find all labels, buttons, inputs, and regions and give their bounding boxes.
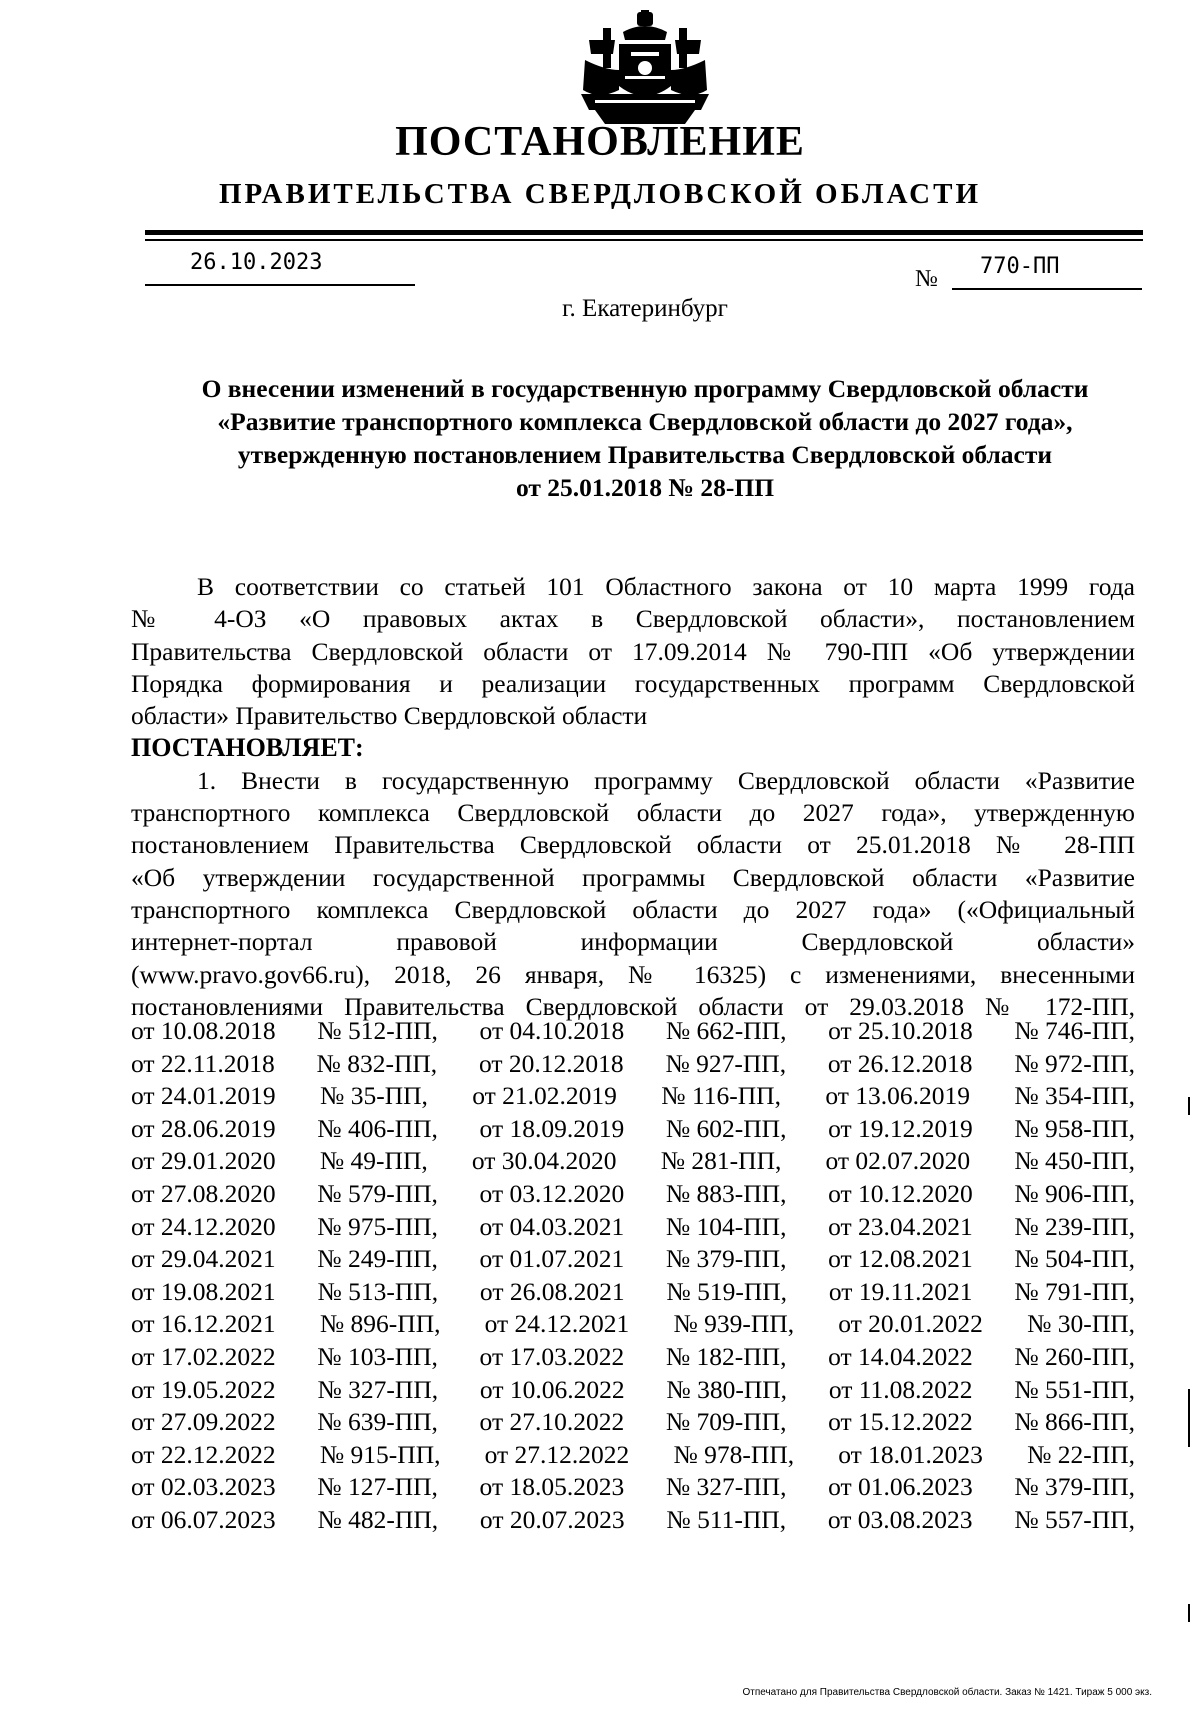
amendment-date: от 03.08.2023 — [827, 1504, 973, 1534]
amendment-date: от 28.06.2019 — [131, 1113, 276, 1143]
header-rule-thick — [145, 230, 1143, 235]
amendment-date: от 10.08.2018 — [131, 1016, 276, 1045]
amendment-number: № 602-ПП, — [665, 1113, 787, 1143]
amendment-row — [131, 1439, 1135, 1472]
body-line: Порядка формирования и реализации государственных программ Свердловской — [131, 668, 1135, 698]
amendment-row — [131, 1374, 1135, 1407]
amendment-number: № 182-ПП, — [665, 1341, 787, 1371]
amendment-row — [131, 1015, 1135, 1048]
heading-line: О внесении изменений в государственную программу Свердловской области — [201, 374, 1089, 403]
amendment-date: от 01.07.2021 — [479, 1244, 625, 1274]
amendment-number: № 104-ПП, — [665, 1211, 787, 1241]
amendment-date: от 18.09.2019 — [479, 1113, 625, 1143]
amendment-number: № 906-ПП, — [1014, 1178, 1135, 1208]
amendment-row — [131, 1243, 1135, 1276]
coat-of-arms-emblem — [575, 10, 715, 128]
body-line: (www.pravo.gov66.ru), 2018, 26 января, № 16325) с изменениями, внесенными — [131, 959, 1135, 989]
heading-line: утвержденную постановлением Правительства Свердловской области — [237, 440, 1053, 469]
amendment-number: № 832-ПП, — [316, 1048, 438, 1078]
amendment-number: № 482-ПП, — [317, 1504, 439, 1534]
body-line: транспортного комплекса Свердловской области до 2027 года», утвержденную — [131, 798, 1135, 828]
document-number: 770-ПП — [980, 254, 1060, 279]
amendment-row — [131, 1080, 1135, 1113]
amendment-number: № 513-ПП, — [317, 1276, 439, 1306]
amendment-row — [131, 1048, 1135, 1081]
amendment-date: от 19.08.2021 — [131, 1276, 276, 1306]
document-city: г. Екатеринбург — [562, 295, 728, 322]
amendment-date: от 29.04.2021 — [131, 1244, 276, 1274]
amendment-date: от 18.05.2023 — [479, 1472, 625, 1502]
amendment-row — [131, 1178, 1135, 1211]
amendment-number: № 662-ПП, — [665, 1016, 787, 1045]
body-line: постановлениями Правительства Свердловской области от 29.03.2018 № 172-ПП, — [131, 991, 1135, 1021]
amendment-number: № 551-ПП, — [1014, 1374, 1135, 1404]
amendment-date: от 14.04.2022 — [828, 1341, 973, 1371]
body-line: Правительства Свердловской области от 17.09.2014 № 790-ПП «Об утверждении — [131, 636, 1135, 666]
amendment-date: от 13.06.2019 — [825, 1081, 970, 1111]
scan-mark — [1188, 1389, 1190, 1447]
heading-line: от 25.01.2018 № 28-ПП — [515, 473, 775, 502]
amendment-number: № 746-ПП, — [1014, 1016, 1135, 1045]
amendment-date: от 17.03.2022 — [479, 1341, 625, 1371]
amendment-number: № 511-ПП, — [666, 1504, 787, 1534]
amendment-date: от 11.08.2022 — [828, 1374, 973, 1404]
amendment-date: от 15.12.2022 — [828, 1407, 973, 1437]
amendment-row — [131, 1406, 1135, 1439]
resolves-label: ПОСТАНОВЛЯЕТ: — [131, 733, 364, 763]
amendment-row — [131, 1276, 1135, 1309]
number-label: № — [915, 266, 938, 292]
document-heading — [120, 372, 1170, 504]
amendments-list — [131, 1015, 1135, 1537]
amendment-date: от 27.10.2022 — [479, 1407, 625, 1437]
amendment-date: от 10.06.2022 — [479, 1374, 625, 1404]
amendment-number: № 927-ПП, — [665, 1048, 787, 1078]
amendment-row — [131, 1211, 1135, 1244]
amendment-date: от 24.01.2019 — [131, 1081, 276, 1111]
amendment-date: от 23.04.2021 — [828, 1211, 973, 1241]
amendment-number: № 380-ПП, — [666, 1374, 788, 1404]
amendment-number: № 22-ПП, — [1027, 1439, 1135, 1469]
amendment-date: от 01.06.2023 — [828, 1472, 973, 1502]
amendment-date: от 10.12.2020 — [828, 1178, 973, 1208]
amendment-number: № 103-ПП, — [317, 1341, 438, 1371]
scan-mark — [1188, 1097, 1190, 1115]
amendment-number: № 709-ПП, — [665, 1407, 787, 1437]
amendment-number: № 379-ПП, — [1014, 1472, 1135, 1502]
document-title: ПОСТАНОВЛЕНИЕ — [395, 119, 805, 165]
amendment-date: от 19.11.2021 — [828, 1276, 973, 1306]
number-underline — [952, 288, 1142, 290]
amendment-date: от 27.09.2022 — [131, 1407, 276, 1437]
amendment-row — [131, 1308, 1135, 1341]
amendment-date: от 06.07.2023 — [131, 1504, 276, 1534]
print-footer: Отпечатано для Правительства Свердловской области. Заказ № 1421. Тираж 5 000 экз. — [742, 1687, 1152, 1698]
amendment-date: от 20.12.2018 — [478, 1048, 624, 1078]
amendment-number: № 791-ПП, — [1014, 1276, 1135, 1306]
amendment-row — [131, 1341, 1135, 1374]
amendment-date: от 26.12.2018 — [827, 1048, 973, 1078]
amendment-number: № 975-ПП, — [317, 1211, 438, 1241]
amendment-date: от 02.07.2020 — [825, 1146, 971, 1176]
amendment-number: № 883-ПП, — [665, 1178, 787, 1208]
amendment-number: № 35-ПП, — [320, 1081, 428, 1111]
amendment-date: от 22.11.2018 — [131, 1048, 275, 1078]
amendment-row — [131, 1471, 1135, 1504]
amendment-number: № 327-ПП, — [665, 1472, 787, 1502]
amendment-date: от 18.01.2023 — [838, 1439, 983, 1469]
amendment-number: № 958-ПП, — [1014, 1113, 1135, 1143]
amendment-number: № 939-ПП, — [673, 1309, 795, 1339]
amendment-date: от 24.12.2020 — [131, 1211, 276, 1241]
amendment-number: № 512-ПП, — [317, 1016, 438, 1045]
amendment-date: от 02.03.2023 — [131, 1472, 276, 1502]
amendment-date: от 27.12.2022 — [484, 1439, 630, 1469]
body-line: интернет-портал правовой информации Свердловской области» — [131, 927, 1135, 957]
amendment-row — [131, 1504, 1135, 1537]
amendment-date: от 24.12.2021 — [484, 1309, 630, 1339]
amendment-number: № 504-ПП, — [1014, 1244, 1135, 1274]
amendment-number: № 915-ПП, — [319, 1439, 441, 1469]
amendment-number: № 116-ПП, — [661, 1081, 781, 1111]
amendment-number: № 327-ПП, — [317, 1374, 439, 1404]
amendment-date: от 03.12.2020 — [479, 1178, 625, 1208]
document-body — [131, 571, 1135, 1023]
amendment-number: № 354-ПП, — [1014, 1081, 1135, 1111]
amendment-date: от 04.03.2021 — [479, 1211, 625, 1241]
amendment-date: от 22.12.2022 — [131, 1439, 276, 1469]
amendment-number: № 127-ПП, — [317, 1472, 438, 1502]
amendment-date: от 12.08.2021 — [828, 1244, 973, 1274]
amendment-row — [131, 1113, 1135, 1146]
amendment-number: № 49-ПП, — [319, 1146, 428, 1176]
amendment-date: от 26.08.2021 — [479, 1276, 625, 1306]
body-line: постановлением Правительства Свердловской области от 25.01.2018 № 28-ПП — [131, 830, 1135, 860]
amendment-number: № 450-ПП, — [1014, 1146, 1135, 1176]
amendment-date: от 29.01.2020 — [131, 1146, 276, 1176]
amendment-date: от 27.08.2020 — [131, 1178, 276, 1208]
document-subtitle: ПРАВИТЕЛЬСТВА СВЕРДЛОВСКОЙ ОБЛАСТИ — [218, 178, 982, 210]
amendment-number: № 557-ПП, — [1014, 1504, 1135, 1534]
header-rule-thin — [145, 239, 1143, 241]
amendment-number: № 239-ПП, — [1014, 1211, 1135, 1241]
amendment-number: № 639-ПП, — [317, 1407, 438, 1437]
amendment-date: от 25.10.2018 — [828, 1016, 973, 1045]
amendment-number: № 379-ПП, — [665, 1244, 787, 1274]
amendment-date: от 16.12.2021 — [131, 1309, 276, 1339]
date-underline — [145, 284, 415, 286]
amendment-number: № 978-ПП, — [673, 1439, 795, 1469]
amendment-number: № 519-ПП, — [666, 1276, 788, 1306]
amendment-number: № 866-ПП, — [1014, 1407, 1135, 1437]
amendment-number: № 260-ПП, — [1014, 1341, 1135, 1371]
body-line: области» Правительство Свердловской области — [131, 701, 648, 731]
amendment-number: № 579-ПП, — [317, 1178, 438, 1208]
amendment-number: № 972-ПП, — [1014, 1048, 1135, 1078]
amendment-date: от 04.10.2018 — [479, 1016, 625, 1045]
amendment-date: от 30.04.2020 — [471, 1146, 617, 1176]
amendment-date: от 20.01.2022 — [838, 1309, 983, 1339]
amendment-number: № 281-ПП, — [660, 1146, 782, 1176]
amendment-date: от 21.02.2019 — [472, 1081, 617, 1111]
amendment-date: от 19.12.2019 — [828, 1113, 973, 1143]
amendment-date: от 17.02.2022 — [131, 1341, 276, 1371]
amendment-number: № 249-ПП, — [317, 1244, 438, 1274]
body-line: 1. Внести в государственную программу Свердловской области «Развитие — [197, 765, 1135, 795]
amendment-number: № 30-ПП, — [1027, 1309, 1135, 1339]
body-line: транспортного комплекса Свердловской области до 2027 года» («Официальный — [131, 894, 1135, 924]
body-line: «Об утверждении государственной программы Свердловской области «Развитие — [131, 862, 1135, 892]
document-date: 26.10.2023 — [190, 250, 323, 275]
body-line: В соответствии со статьей 101 Областного закона от 10 марта 1999 года — [197, 572, 1135, 601]
amendment-number: № 406-ПП, — [317, 1113, 438, 1143]
amendment-date: от 19.05.2022 — [131, 1374, 276, 1404]
amendment-date: от 20.07.2023 — [479, 1504, 625, 1534]
amendment-number: № 896-ПП, — [319, 1309, 441, 1339]
heading-line: «Развитие транспортного комплекса Свердловской области до 2027 года», — [217, 407, 1073, 436]
scan-mark — [1188, 1604, 1190, 1622]
body-line: № 4-ОЗ «О правовых актах в Свердловской области», постановлением — [131, 604, 1135, 634]
amendment-row — [131, 1145, 1135, 1178]
